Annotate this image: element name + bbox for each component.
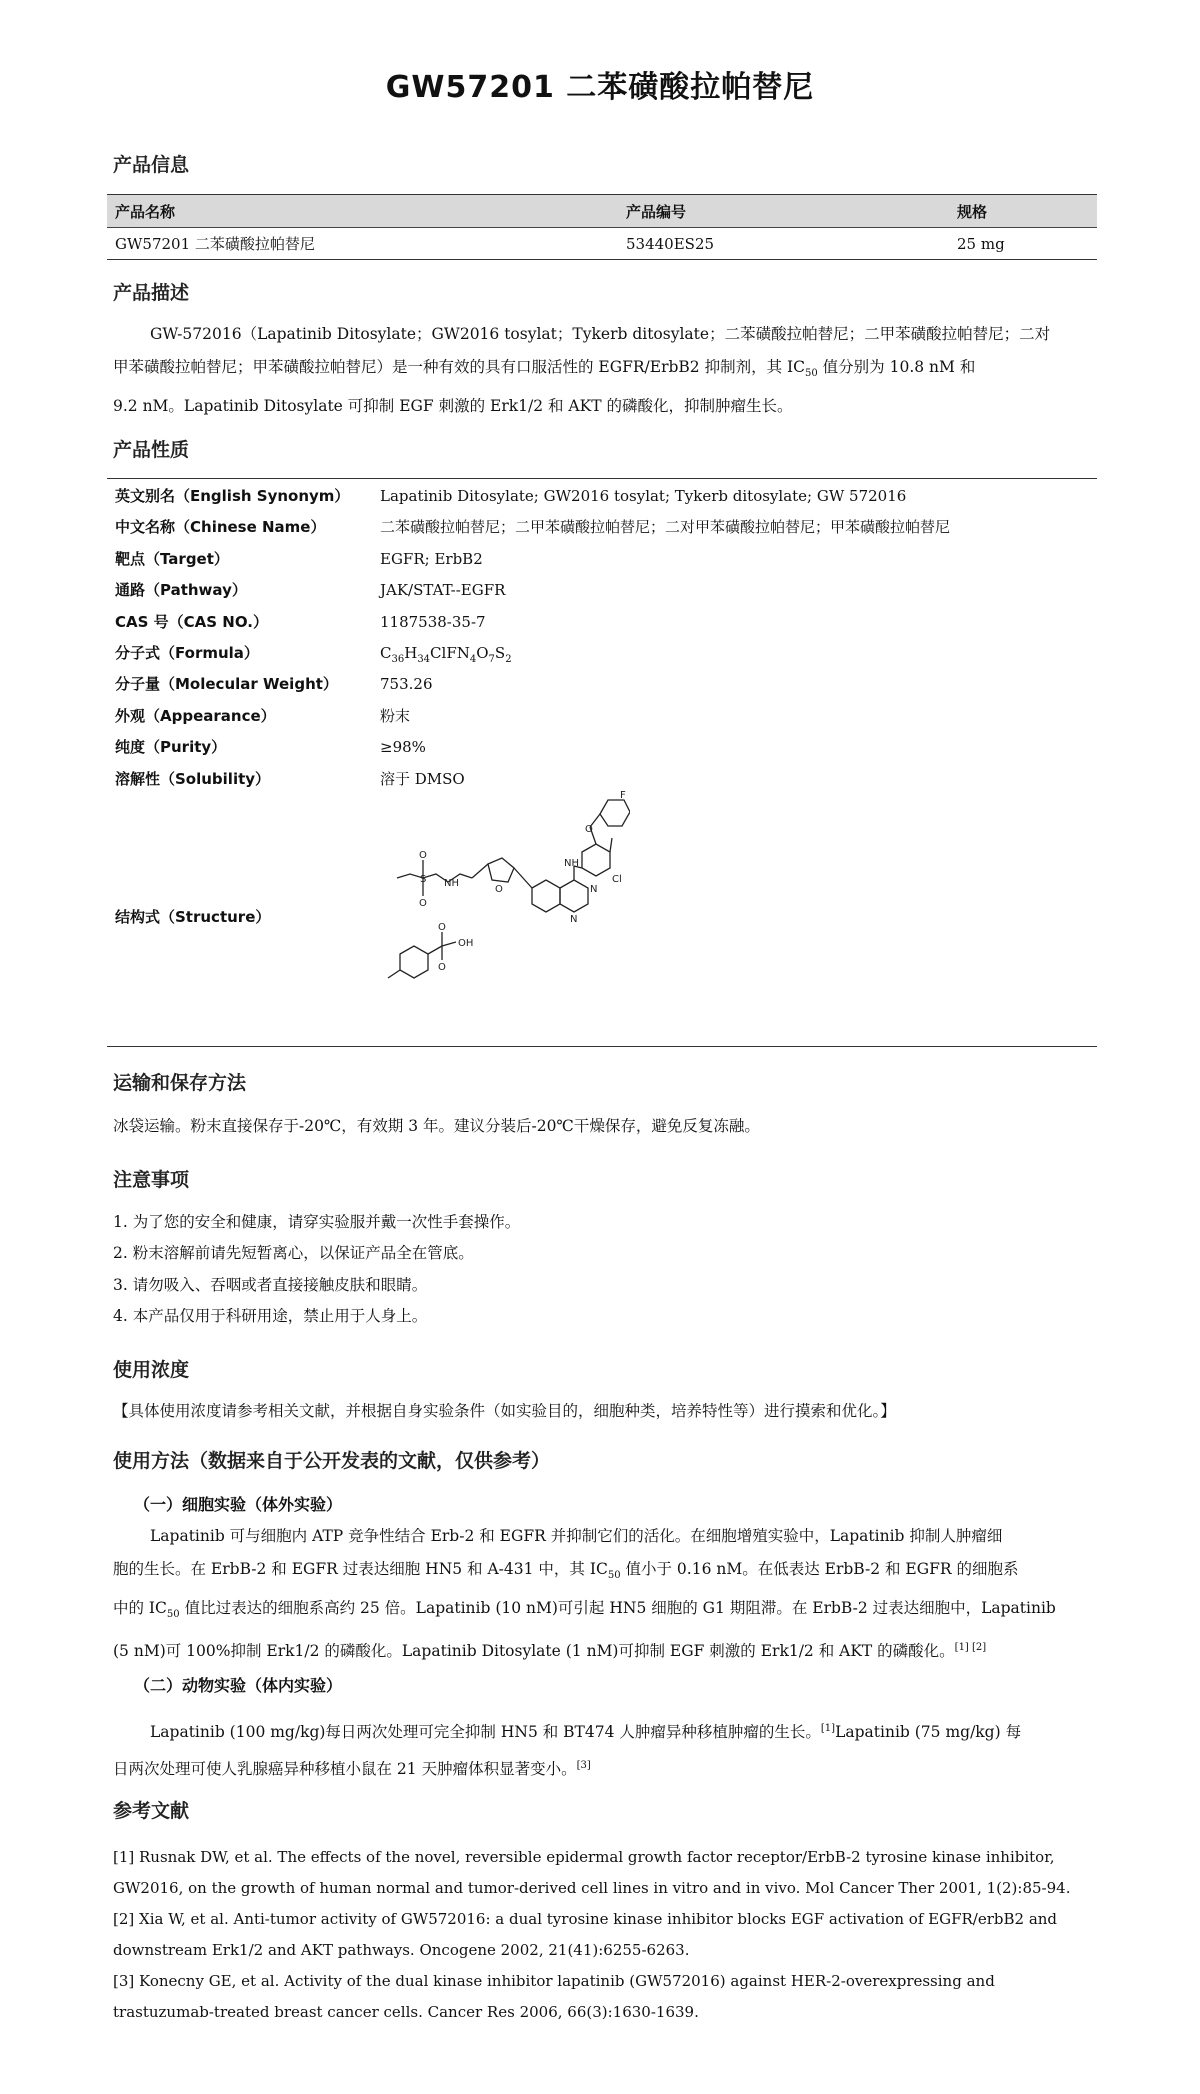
chemical-structure-image xyxy=(380,782,630,1032)
formula-subscript: 4 xyxy=(469,654,477,665)
property-label: 分子式（Formula） xyxy=(115,644,259,662)
reference-item xyxy=(113,1966,1088,2028)
paragraph-line xyxy=(113,1553,1088,1592)
property-label: 英文别名（English Synonym） xyxy=(115,487,350,505)
paragraph-line xyxy=(113,1592,1088,1631)
property-value: ≥98% xyxy=(380,738,426,757)
table-cell: 25 mg xyxy=(949,228,1097,260)
reference-line: downstream Erk1/2 and AKT pathways. Oncogene 2002, 21(41):6255-6263. xyxy=(113,1941,690,1959)
atom-label: OH xyxy=(458,938,474,949)
formula-subscript: 34 xyxy=(417,654,431,665)
reference-line: GW2016, on the growth of human normal and tumor-derived cell lines in vitro and in vivo. Mol Cancer Ther 2001, 1(2):85-94. xyxy=(113,1879,1071,1897)
reference-line: [3] Konecny GE, et al. Activity of the dual kinase inhibitor lapatinib (GW572016) against HER-2-overexpressing and xyxy=(113,1972,995,1990)
note-item: 1. 为了您的安全和健康，请穿实验服并戴一次性手套操作。 xyxy=(113,1213,521,1231)
formula-subscript: 36 xyxy=(391,654,405,665)
atom-label: S xyxy=(420,874,427,885)
description-line: GW-572016（Lapatinib Ditosylate；GW2016 tosylat；Tykerb ditosylate；二苯磺酸拉帕替尼；二甲苯磺酸拉帕替尼；二对 xyxy=(150,325,1051,343)
formula-element: H xyxy=(404,644,418,662)
atom-label: N xyxy=(570,914,578,925)
property-value: 1187538-35-7 xyxy=(380,612,486,631)
section-heading-notes: 注意事项 xyxy=(113,1169,190,1191)
property-label: CAS 号（CAS NO.） xyxy=(115,612,268,631)
paragraph-line xyxy=(113,1631,1088,1668)
atom-label: O xyxy=(585,824,593,835)
property-row xyxy=(115,575,1075,606)
property-row xyxy=(115,607,1075,638)
formula-element: O xyxy=(476,644,489,662)
reference-line: [2] Xia W, et al. Anti-tumor activity of GW572016: a dual tyrosine kinase inhibitor blocks EGF activation of EGFR/erbB2 and xyxy=(113,1910,1058,1928)
property-value: 753.26 xyxy=(380,675,433,694)
property-row xyxy=(115,732,1075,763)
description-text: 值分别为 10.8 nM 和 xyxy=(817,358,976,376)
subscript: 50 xyxy=(166,1609,180,1621)
storage-text: 冰袋运输。粉末直接保存于-20℃，有效期 3 年。建议分装后-20℃干燥保存，避免反复冻融。 xyxy=(113,1117,760,1135)
table-header-cell: 规格 xyxy=(949,195,1097,228)
formula-element: S xyxy=(494,644,506,662)
paragraph-text: 胞的生长。在 ErbB-2 和 EGFR 过表达细胞 HN5 和 A-431 中，其 IC xyxy=(113,1560,608,1578)
concentration-text: 【具体使用浓度请参考相关文献，并根据自身实验条件（如实验目的，细胞种类，培养特性等）进行摸索和优化。】 xyxy=(113,1402,896,1420)
subsection-heading-animal: （二）动物实验（体内实验） xyxy=(134,1676,343,1695)
paragraph-line xyxy=(113,1749,1088,1786)
atom-label: NH xyxy=(444,878,459,889)
section-heading-info: 产品信息 xyxy=(113,154,190,176)
properties-top-rule xyxy=(107,478,1097,479)
property-row xyxy=(115,512,1075,543)
property-row xyxy=(115,481,1075,512)
property-value: Lapatinib Ditosylate; GW2016 tosylat; Tykerb ditosylate; GW 572016 xyxy=(380,487,907,505)
table-header-row xyxy=(107,195,1097,228)
formula-subscript: 2 xyxy=(505,654,512,665)
paragraph-text: 日两次处理可使人乳腺癌异种移植小鼠在 21 天肿瘤体积显著变小。 xyxy=(113,1760,577,1779)
atom-label: O xyxy=(495,884,503,895)
animal-experiment-paragraph xyxy=(113,1712,1088,1786)
formula-subscript: 7 xyxy=(488,654,495,665)
paragraph-line: Lapatinib 可与细胞内 ATP 竞争性结合 Erb-2 和 EGFR 并抑制它们的活化。在细胞增殖实验中，Lapatinib 抑制人肿瘤细 xyxy=(150,1527,1003,1545)
atom-label: N xyxy=(590,884,598,895)
atom-label: O xyxy=(419,898,427,909)
table-cell: GW57201 二苯磺酸拉帕替尼 xyxy=(107,228,618,260)
paragraph-text: 值小于 0.16 nM。在低表达 ErbB-2 和 EGFR 的细胞系 xyxy=(620,1560,1019,1578)
property-value: 二苯磺酸拉帕替尼；二甲苯磺酸拉帕替尼；二对甲苯磺酸拉帕替尼；甲苯磺酸拉帕替尼 xyxy=(380,518,951,537)
subsection-heading-cell: （一）细胞实验（体外实验） xyxy=(134,1495,343,1514)
property-label: 中文名称（Chinese Name） xyxy=(115,518,326,537)
cell-experiment-paragraph xyxy=(113,1520,1088,1668)
structure-label: 结构式（Structure） xyxy=(115,908,271,926)
description-line: 9.2 nM。Lapatinib Ditosylate 可抑制 EGF 刺激的 Erk1/2 和 AKT 的磷酸化，抑制肿瘤生长。 xyxy=(113,397,793,416)
subscript: 50 xyxy=(607,1570,621,1582)
atom-label: O xyxy=(438,962,446,973)
property-row xyxy=(115,544,1075,575)
property-label: 分子量（Molecular Weight） xyxy=(115,675,338,694)
reference-item xyxy=(113,1904,1088,1966)
section-heading-concentration: 使用浓度 xyxy=(113,1359,190,1381)
description-paragraph xyxy=(113,318,1088,423)
paragraph-text: (5 nM)可 100%抑制 Erk1/2 的磷酸化。Lapatinib Ditosylate (1 nM)可抑制 EGF 刺激的 Erk1/2 和 AKT 的磷酸化。 xyxy=(113,1642,955,1661)
atom-label: NH xyxy=(564,858,579,869)
properties-bottom-rule xyxy=(107,1046,1097,1047)
subscript: 50 xyxy=(805,368,818,380)
formula-element: C xyxy=(380,644,392,662)
paragraph-line xyxy=(113,1712,1088,1749)
property-label: 溶解性（Solubility） xyxy=(115,769,271,788)
paragraph-text: Lapatinib (100 mg/kg)每日两次处理可完全抑制 HN5 和 BT474 人肿瘤异种移植肿瘤的生长。 xyxy=(150,1723,821,1742)
description-text: 甲苯磺酸拉帕替尼；甲苯磺酸拉帕替尼）是一种有效的具有口服活性的 EGFR/ErbB2 抑制剂，其 IC xyxy=(113,358,806,376)
property-value: 粉末 xyxy=(380,706,411,725)
section-heading-references: 参考文献 xyxy=(113,1800,190,1822)
property-row xyxy=(115,669,1075,700)
table-row xyxy=(107,228,1097,260)
table-header-cell: 产品编号 xyxy=(618,195,949,228)
property-label: 外观（Appearance） xyxy=(115,706,276,725)
property-value: 溶于 DMSO xyxy=(380,769,465,788)
property-value: JAK/STAT--EGFR xyxy=(380,581,506,600)
description-line xyxy=(113,351,1088,390)
citation-superscript: [1] [2] xyxy=(954,1642,987,1654)
property-label: 靶点（Target） xyxy=(115,549,229,568)
paragraph-text: 中的 IC xyxy=(113,1599,167,1618)
product-info-table xyxy=(107,194,1097,260)
atom-label: Cl xyxy=(612,874,622,885)
section-heading-description: 产品描述 xyxy=(113,282,190,304)
section-heading-storage: 运输和保存方法 xyxy=(113,1072,247,1094)
property-row xyxy=(115,638,1075,669)
formula-element: ClFN xyxy=(430,644,470,662)
table-header-cell: 产品名称 xyxy=(107,195,618,228)
section-heading-method: 使用方法（数据来自于公开发表的文献，仅供参考） xyxy=(113,1450,551,1472)
atom-label: O xyxy=(419,850,427,861)
table-cell: 53440ES25 xyxy=(618,228,949,260)
atom-label: O xyxy=(438,922,446,933)
reference-line: trastuzumab-treated breast cancer cells. Cancer Res 2006, 66(3):1630-1639. xyxy=(113,2003,699,2021)
paragraph-text: 值比过表达的细胞系高约 25 倍。Lapatinib (10 nM)可引起 HN5 细胞的 G1 期阻滞。在 ErbB-2 过表达细胞中，Lapatinib xyxy=(179,1599,1056,1618)
property-row xyxy=(115,701,1075,732)
reference-item xyxy=(113,1842,1088,1904)
section-heading-properties: 产品性质 xyxy=(113,439,190,461)
citation-superscript: [1] xyxy=(820,1723,836,1734)
note-item: 2. 粉末溶解前请先短暂离心，以保证产品全在管底。 xyxy=(113,1244,474,1262)
document-title: GW57201 二苯磺酸拉帕替尼 xyxy=(385,70,815,105)
property-label: 通路（Pathway） xyxy=(115,581,247,600)
citation-superscript: [3] xyxy=(576,1760,591,1772)
property-label: 纯度（Purity） xyxy=(115,738,227,757)
atom-label: F xyxy=(620,790,626,801)
reference-line: [1] Rusnak DW, et al. The effects of the novel, reversible epidermal growth factor receptor/ErbB-2 tyrosine kinase inhibitor, xyxy=(113,1848,1055,1866)
note-item: 3. 请勿吸入、吞咽或者直接接触皮肤和眼睛。 xyxy=(113,1276,428,1294)
paragraph-text: Lapatinib (75 mg/kg) 每 xyxy=(835,1723,1022,1742)
property-value: EGFR; ErbB2 xyxy=(380,549,483,568)
note-item: 4. 本产品仅用于科研用途，禁止用于人身上。 xyxy=(113,1307,428,1325)
